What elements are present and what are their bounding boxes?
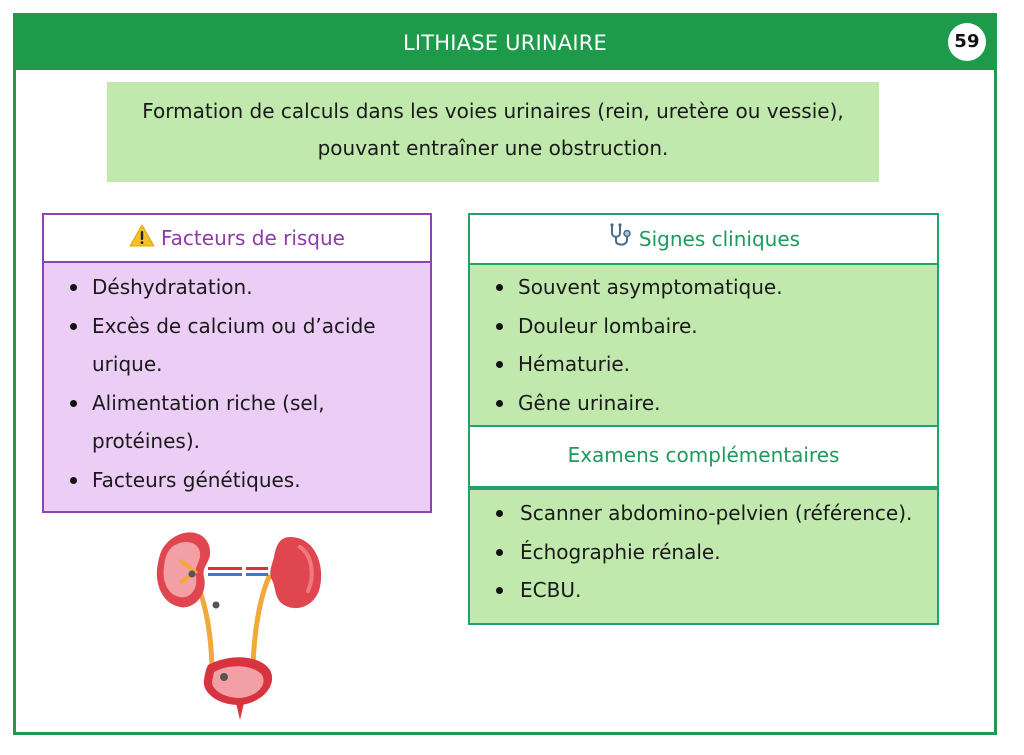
- list-item: Alimentation riche (sel, protéines).: [44, 384, 430, 461]
- clinical-signs-list-box: [468, 263, 939, 425]
- exams-list-box: [468, 488, 939, 625]
- clinical-signs-list: [470, 265, 937, 422]
- page-title: LITHIASE URINAIRE: [402, 31, 608, 55]
- list-item: Douleur lombaire.: [470, 307, 937, 346]
- list-item: Échographie rénale.: [470, 533, 937, 572]
- clinical-signs-header: [468, 213, 939, 265]
- risk-factors-title: Facteurs de risque: [161, 226, 345, 250]
- warning-icon: [129, 217, 155, 263]
- risk-factors-header: [42, 213, 432, 263]
- list-item: Gêne urinaire.: [470, 384, 937, 423]
- definition-text: Formation de calculs dans les voies urinaires (rein, uretère ou vessie), pouvant entraîner une obstruction.: [142, 99, 844, 160]
- list-item: Souvent asymptomatique.: [470, 268, 937, 307]
- urinary-system-illustration: [150, 525, 330, 724]
- list-item: Scanner abdomino-pelvien (référence).: [470, 494, 937, 533]
- exams-list: [470, 490, 937, 610]
- header-bar: [16, 16, 994, 70]
- stethoscope-icon: [607, 217, 633, 265]
- list-item: Excès de calcium ou d’acide urique.: [44, 307, 430, 384]
- list-item: Hématurie.: [470, 345, 937, 384]
- list-item: ECBU.: [470, 571, 937, 610]
- list-item: Déshydratation.: [44, 268, 430, 307]
- clinical-signs-title: Signes cliniques: [638, 227, 801, 251]
- risk-factors-list: [44, 263, 430, 499]
- list-item: Facteurs génétiques.: [44, 461, 430, 500]
- page-number-badge: 59: [948, 23, 986, 61]
- exams-header: [468, 425, 939, 488]
- definition-box: [107, 82, 879, 182]
- risk-factors-list-box: [42, 261, 432, 513]
- exams-title: Examens complémentaires: [567, 443, 840, 467]
